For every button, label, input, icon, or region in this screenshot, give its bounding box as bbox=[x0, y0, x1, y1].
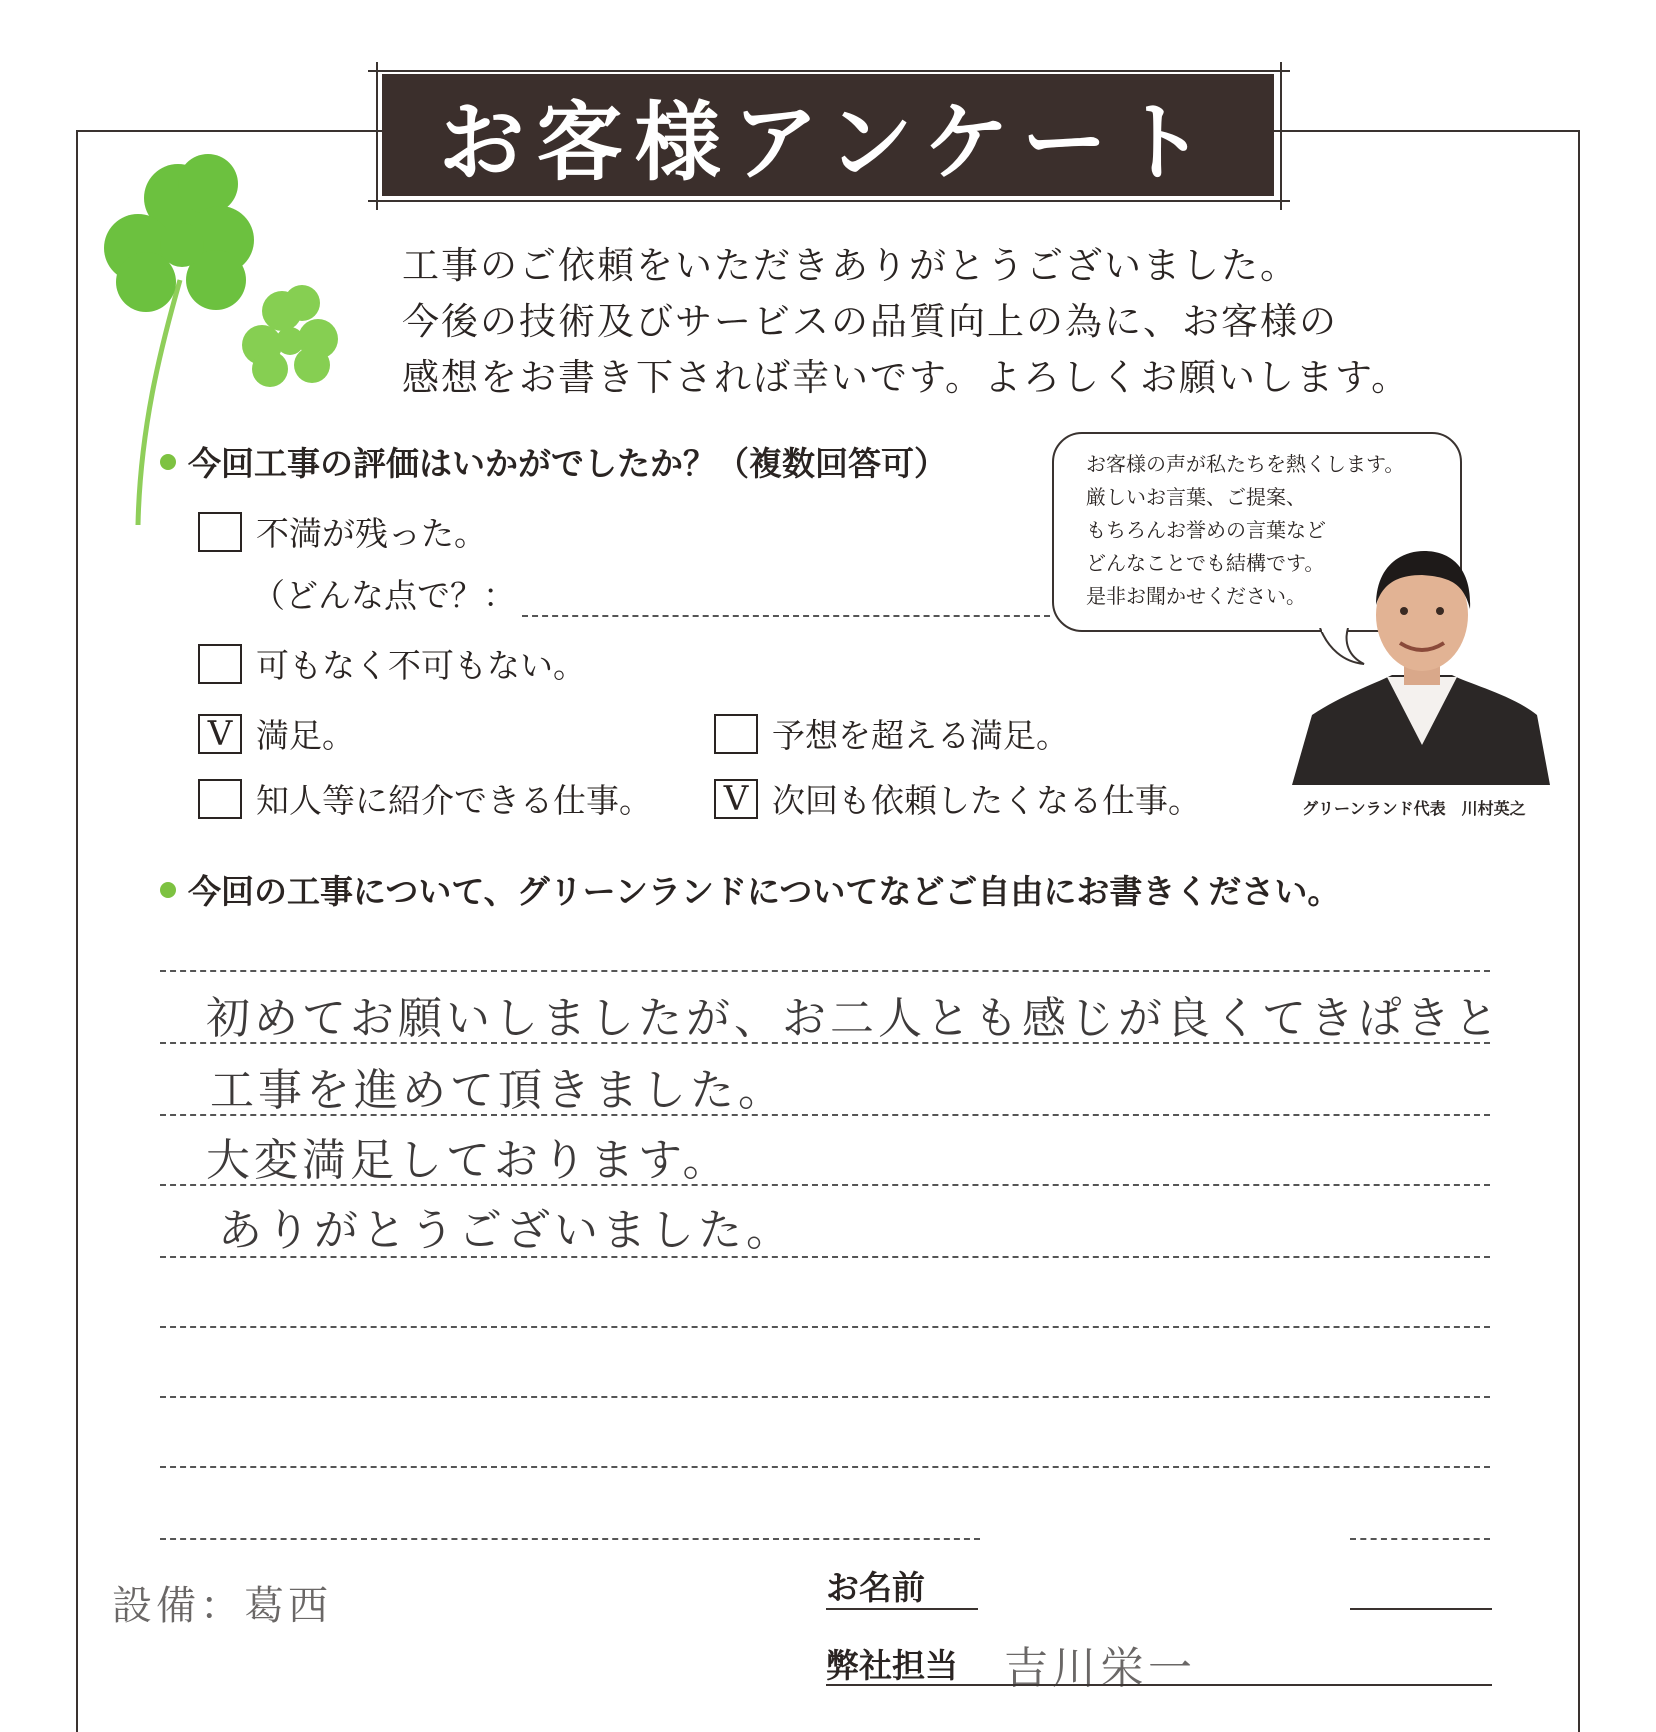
option-dissatisfied[interactable]: 不満が残った。 bbox=[198, 508, 487, 555]
writing-line bbox=[160, 1538, 980, 1540]
checkbox[interactable] bbox=[714, 714, 758, 754]
handwritten-facility-note: 設備：葛西 bbox=[112, 1583, 332, 1629]
writing-line bbox=[160, 970, 1490, 972]
representative-portrait bbox=[1292, 545, 1550, 785]
writing-line bbox=[160, 1326, 1490, 1328]
checkbox[interactable] bbox=[198, 779, 242, 819]
name-label: お名前 bbox=[826, 1568, 925, 1607]
speech-bubble: お客様の声が私たちを熱くします。 厳しいお言葉、ご提案、 もちろんお誉めの言葉など どんなことでも結構です。 是非お聞かせください。 bbox=[1052, 432, 1462, 632]
bullet-dot-icon bbox=[160, 882, 176, 898]
checkbox[interactable] bbox=[198, 512, 242, 552]
portrait-caption: グリーンランド代表 川村英之 bbox=[1302, 799, 1526, 818]
option-beyond-expectations[interactable]: 予想を超える満足。 bbox=[714, 710, 1069, 757]
handwritten-comment-line: 工事を進めて頂きました。 bbox=[210, 1065, 786, 1116]
option-satisfied[interactable]: V 満足。 bbox=[198, 710, 355, 757]
reason-blank-line[interactable] bbox=[522, 579, 1050, 617]
handwritten-comment-line: ありがとうございました。 bbox=[218, 1205, 794, 1256]
name-field[interactable] bbox=[1350, 1608, 1492, 1610]
option-neutral[interactable]: 可もなく不可もない。 bbox=[198, 640, 586, 687]
option-request-again[interactable]: V 次回も依頼したくなる仕事。 bbox=[714, 775, 1201, 822]
staff-underline[interactable] bbox=[826, 1684, 1492, 1686]
checkbox-checked[interactable]: V bbox=[198, 714, 242, 754]
writing-line bbox=[160, 1396, 1490, 1398]
writing-line bbox=[160, 1466, 1490, 1468]
handwritten-comment-line: 大変満足しております。 bbox=[206, 1135, 731, 1186]
question-1-heading: 今回工事の評価はいかがでしたか？（複数回答可） bbox=[160, 438, 947, 485]
checkbox-checked[interactable]: V bbox=[714, 779, 758, 819]
staff-label: 弊社担当 bbox=[826, 1646, 958, 1685]
writing-line bbox=[1350, 1538, 1490, 1540]
option-recommendable[interactable]: 知人等に紹介できる仕事。 bbox=[198, 775, 652, 822]
title-block bbox=[368, 62, 1290, 210]
clover-small-icon bbox=[240, 285, 350, 395]
checkbox[interactable] bbox=[198, 644, 242, 684]
page-title: お客様アンケート bbox=[438, 93, 1218, 193]
handwritten-comment-line: 初めてお願いしましたが、お二人とも感じが良くてきぱきと bbox=[206, 993, 1502, 1044]
handwritten-staff-name: 吉川栄一 bbox=[1004, 1643, 1196, 1694]
name-underline bbox=[826, 1608, 978, 1610]
intro-text: 工事のご依頼をいただきありがとうございました。 今後の技術及びサービスの品質向上の為に、お客様の 感想をお書き下されば幸いです。よろしくお願いします。 bbox=[402, 244, 1411, 399]
bullet-dot-icon bbox=[160, 454, 176, 470]
question-2-heading: 今回の工事について、グリーンランドについてなどご自由にお書きください。 bbox=[160, 866, 1340, 913]
reason-field[interactable]: （どんな点で？： bbox=[252, 570, 1089, 617]
